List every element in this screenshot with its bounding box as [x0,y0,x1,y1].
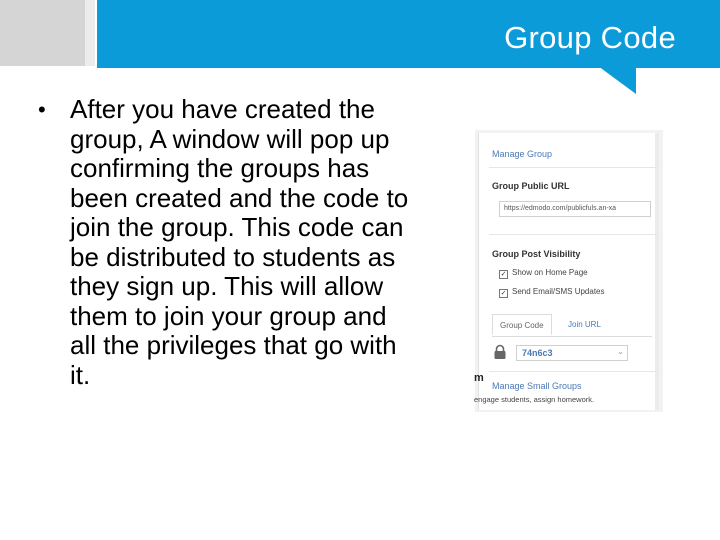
group-public-url-label: Group Public URL [492,181,570,191]
header-gray-block-edge [85,0,95,66]
manage-group-link[interactable]: Manage Group [492,149,553,159]
cropped-tagline: engage students, assign homework. [474,395,595,404]
public-url-field[interactable]: https://edmodo.com/publicfuls.an-xa [499,201,651,217]
panel-scrollbar [655,133,659,410]
cropped-heading-fragment: m [474,372,484,384]
bullet-list [38,95,418,390]
post-visibility-label: Group Post Visibility [492,249,581,259]
checkbox-checked-icon[interactable]: ✓ [500,271,507,278]
header-gray-block [0,0,85,66]
group-code-value: 74n6c3 [522,348,553,358]
tab-join-url[interactable]: Join URL [568,320,601,329]
send-email-sms-label: Send Email/SMS Updates [512,287,605,296]
lock-icon[interactable] [492,344,508,360]
divider [489,167,657,168]
slide-title: Group Code [504,20,676,55]
send-email-sms-option[interactable] [499,287,605,298]
code-tabs [492,314,652,337]
bullet-text: After you have created the group, A window will pop up confirming the groups has been created and the code to join the group. This code can be distributed to students as they sign up. This will allow them to join your group and all the privileges that go with it. [70,94,409,390]
tab-group-code[interactable]: Group Code [492,314,552,335]
bullet-icon: • [38,97,46,122]
show-on-home-page-option[interactable] [499,268,588,279]
group-code-select[interactable] [516,345,628,361]
checkbox-checked-icon[interactable]: ✓ [500,290,507,297]
show-on-home-page-label: Show on Home Page [512,268,588,277]
divider [489,234,657,235]
divider [489,371,657,372]
manage-small-groups-link[interactable]: Manage Small Groups [492,381,582,391]
chevron-down-icon[interactable]: ⌄ [617,347,624,356]
group-settings-screenshot [478,133,659,410]
title-bar-tail [598,66,636,94]
